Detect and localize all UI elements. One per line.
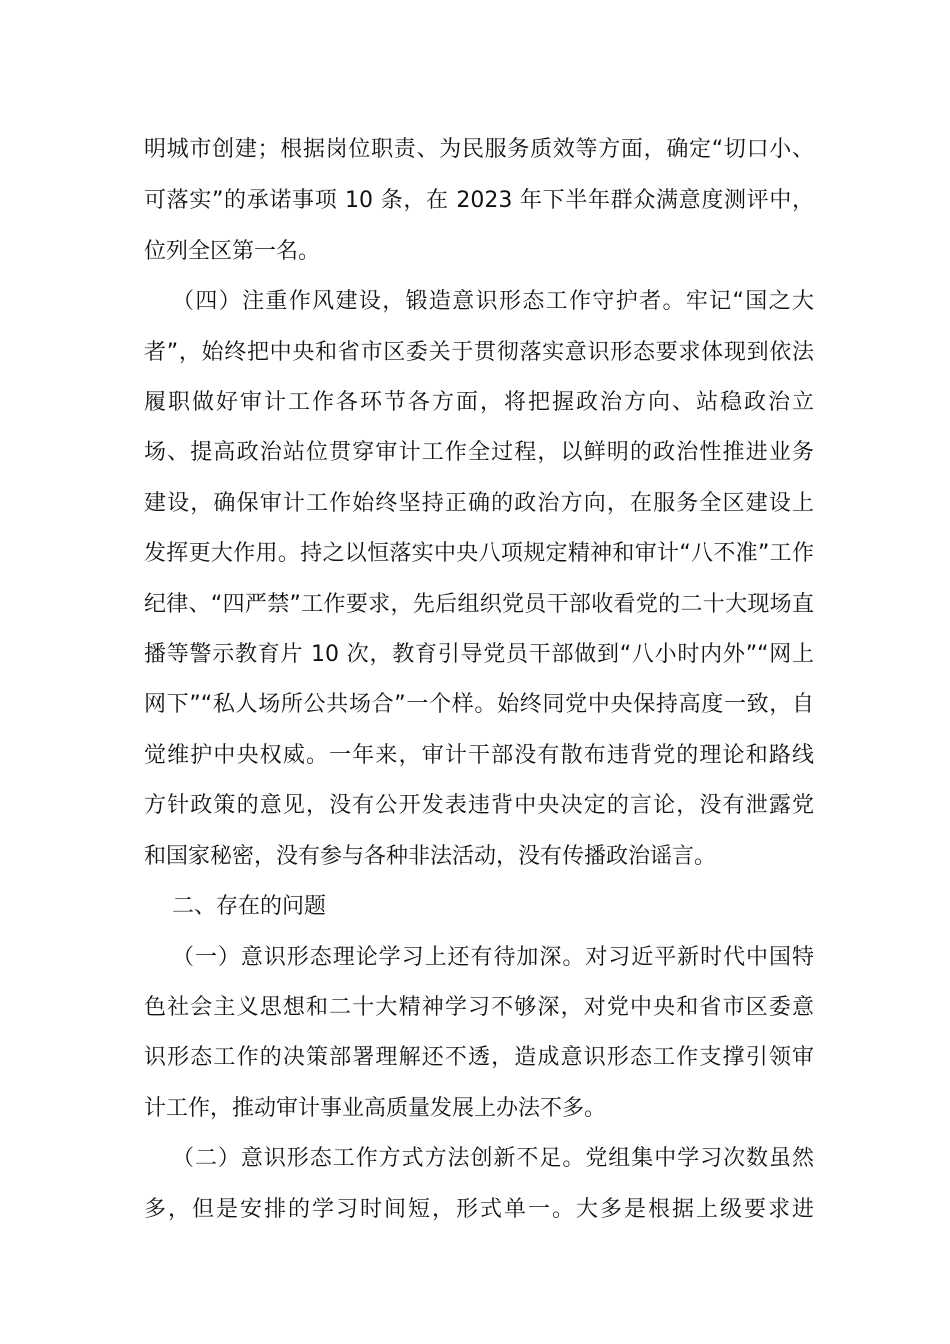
body-text-line: 识形态工作的决策部署理解还不透，造成意识形态工作支撑引领审 — [144, 1045, 814, 1070]
body-text-line: 场、提高政治站位贯穿审计工作全过程，以鲜明的政治性推进业务 — [144, 440, 814, 465]
section-heading-line: （四）注重作风建设，锻造意识形态工作守护者。牢记“国之大 — [172, 289, 814, 314]
body-text-line: 觉维护中央权威。一年来，审计干部没有散布违背党的理论和路线 — [144, 743, 814, 768]
body-text-line: 网下”“私人场所公共场合”一个样。始终同党中央保持高度一致，自 — [144, 692, 814, 717]
section-title-line: 二、存在的问题 — [172, 894, 327, 919]
body-text-line: 建设，确保审计工作始终坚持正确的政治方向，在服务全区建设上 — [144, 491, 814, 516]
body-text-line: 计工作，推动审计事业高质量发展上办法不多。 — [144, 1096, 607, 1121]
body-text-line: 和国家秘密，没有参与各种非法活动，没有传播政治谣言。 — [144, 844, 717, 869]
body-text-line: 色社会主义思想和二十大精神学习不够深，对党中央和省市区委意 — [144, 995, 814, 1020]
body-text-line: 可落实”的承诺事项 10 条，在 2023 年下半年群众满意度测评中， — [144, 188, 814, 213]
body-text-line: 履职做好审计工作各环节各方面，将把握政治方向、站稳政治立 — [144, 390, 814, 415]
body-text-line: 纪律、“四严禁”工作要求，先后组织党员干部收看党的二十大现场直 — [144, 592, 814, 617]
body-text-line: 明城市创建；根据岗位职责、为民服务质效等方面，确定“切口小、 — [144, 137, 814, 162]
section-heading-line: （二）意识形态工作方式方法创新不足。党组集中学习次数虽然 — [172, 1146, 814, 1171]
body-text-line: 多，但是安排的学习时间短，形式单一。大多是根据上级要求进 — [144, 1197, 814, 1222]
body-text-line: 发挥更大作用。持之以恒落实中央八项规定精神和审计“八不准”工作 — [144, 541, 814, 566]
body-text-line: 方针政策的意见，没有公开发表违背中央决定的言论，没有泄露党 — [144, 793, 814, 818]
body-text-line: 播等警示教育片 10 次，教育引导党员干部做到“八小时内外”“网上 — [144, 642, 814, 667]
body-text-line: 位列全区第一名。 — [144, 239, 321, 264]
body-text-line: 者”，始终把中央和省市区委关于贯彻落实意识形态要求体现到依法 — [144, 340, 814, 365]
section-heading-line: （一）意识形态理论学习上还有待加深。对习近平新时代中国特 — [172, 945, 814, 970]
